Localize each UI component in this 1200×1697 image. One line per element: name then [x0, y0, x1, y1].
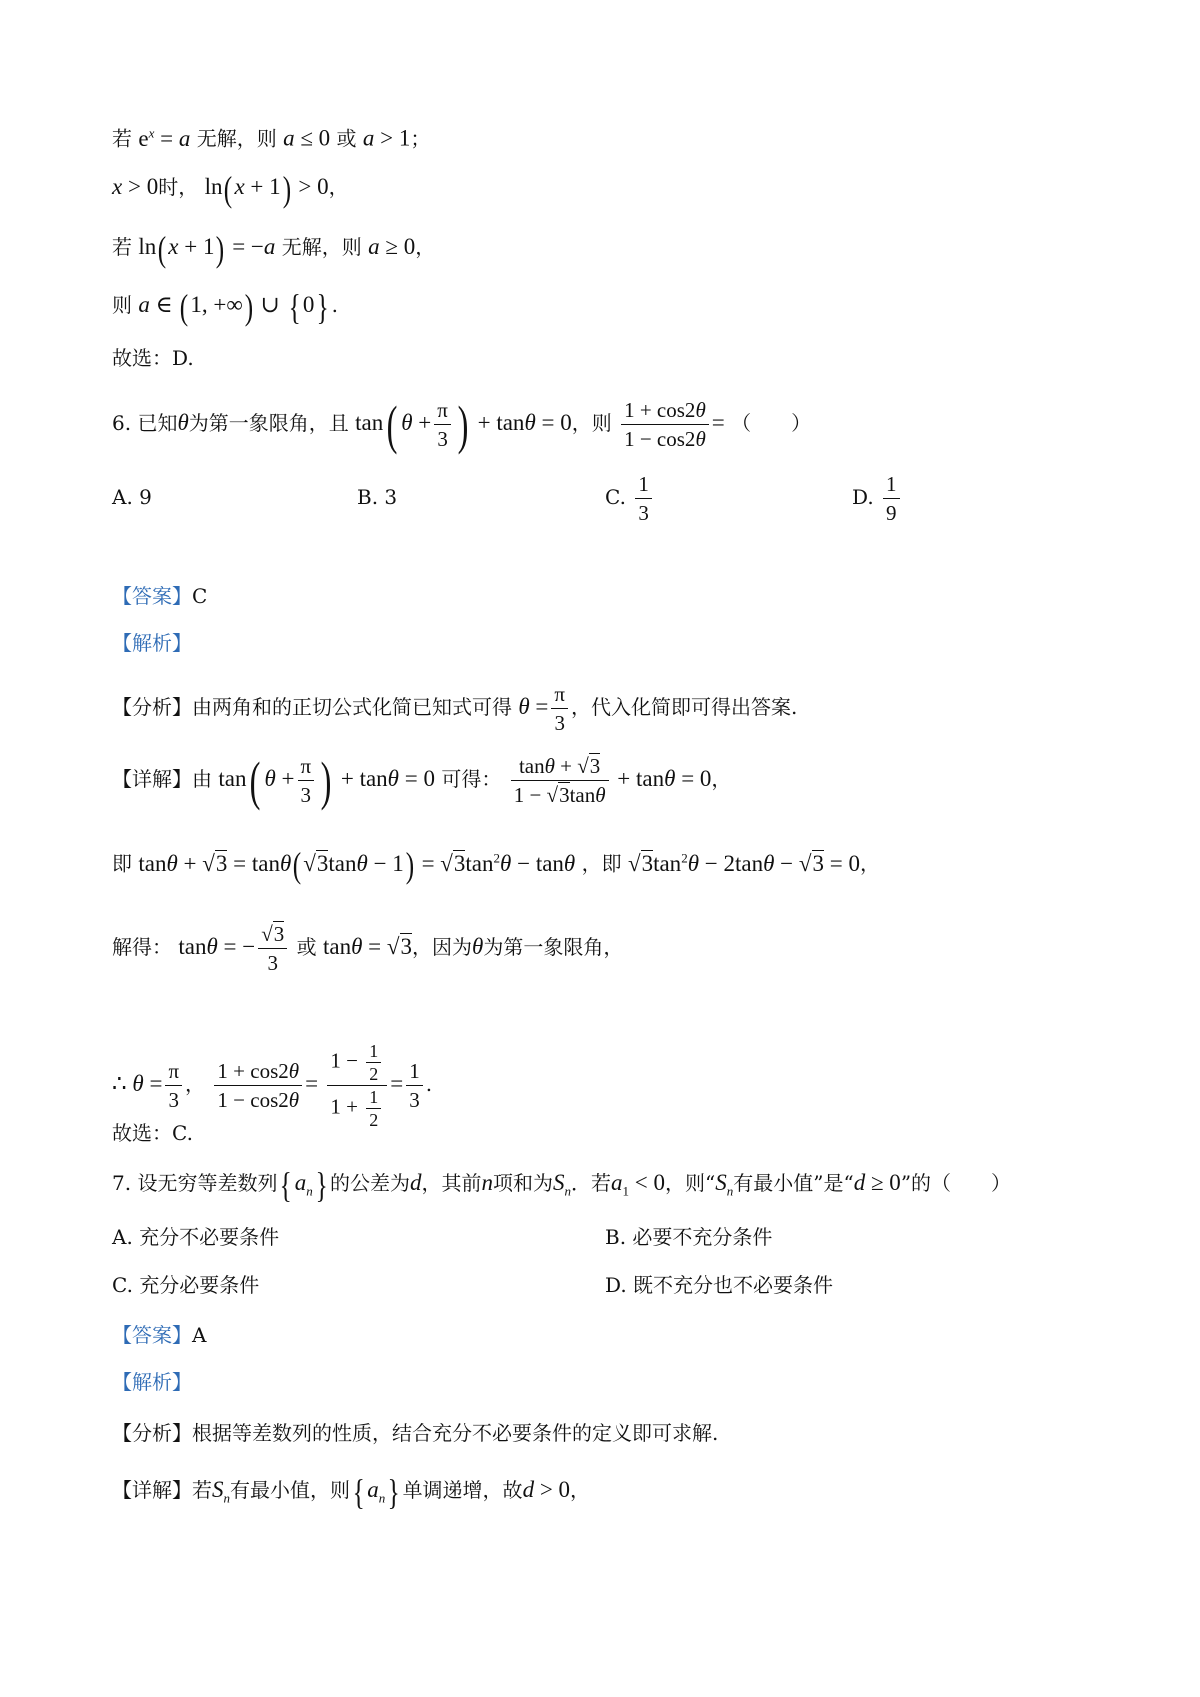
q6-xiangjie-4: ∴ θ = $\frac{\pi}{3}$ ， $\frac{1 + \cos 2\theta}{1 - \cos 2\theta}$ = 1 − $\frac{1}{2}$ 1 + $\frac{1}{2}$ = $\frac{1}{3}$ .: [112, 1041, 433, 1130]
q7-analysis-tag: 【解析】: [112, 1370, 192, 1394]
q5-line-3: 若 ln(x + 1) = −a 无解，则 a ≥ 0，: [112, 228, 436, 269]
q6-xiangjie-2: 即 $\tan\theta + √3 = \tan\theta(√3\tan\theta - 1) = √3\tan^2\theta - \tan\theta$ ，即 $√3\tan^2\theta - 2\tan\theta - √3 = 0$，: [112, 845, 880, 886]
q6-xiangjie-1: 【详解】由 tan( θ + $\frac{\pi}{3}$ ) + tanθ = 0 可得： $\frac{\tan\theta + √3}{1 - √3\tan\theta}$ + tanθ = 0，: [112, 750, 732, 811]
q6-stem: 6. 已知θ为第一象限角，且 tan( θ + $\frac{\pi}{3}$ ) + tanθ = 0，则 $\frac{1 + \cos 2\theta}{1 - \cos 2\theta}$ = （ ）: [112, 394, 812, 455]
q5-line-1: 若 $e^x = a$ 无解，则 a ≤ 0 或 a > 1；: [112, 125, 431, 151]
q6-analysis-tag: 【解析】: [112, 631, 192, 655]
q7-answer: 【答案】A: [112, 1323, 207, 1347]
q5-choice: 故选：D.: [112, 346, 194, 370]
q6-xiangjie-3: 解得： tanθ = − $\frac{√3}{3}$ 或 tanθ = √3，因为θ为第一象限角，: [112, 922, 624, 975]
q6-option-d: D. $\frac{1}{9}$: [852, 470, 903, 527]
q6-option-a: A. 9: [112, 485, 152, 509]
q7-option-b: B. 必要不充分条件: [605, 1225, 773, 1249]
q7-stem: 7. 设无穷等差数列{ $a_n$} 的公差为d，其前n项和为$S_n$．若$a_1 < 0$，则“$S_n$有最小值”是“d ≥ 0”的（ ）: [112, 1164, 1012, 1205]
q7-xiangjie: 【详解】若$S_n$有最小值，则{ $a_n$} 单调递增，故d > 0，: [112, 1471, 591, 1512]
q6-fenxi: 【分析】由两角和的正切公式化简已知式可得 θ = $\frac{\pi}{3}$ ，代入化简即可得出答案.: [112, 682, 798, 735]
q7-fenxi: 【分析】根据等差数列的性质，结合充分不必要条件的定义即可求解.: [112, 1421, 719, 1445]
q7-option-a: A. 充分不必要条件: [112, 1225, 280, 1249]
q7-option-c: C. 充分必要条件: [112, 1273, 260, 1297]
q7-option-d: D. 既不充分也不必要条件: [605, 1273, 834, 1297]
q6-option-c: C. $\frac{1}{3}$: [605, 470, 655, 527]
q6-option-b: B. 3: [357, 485, 398, 509]
q5-line-4: 则 a ∈ (1, +∞) ∪ { 0} .: [112, 286, 338, 327]
q6-choice: 故选：C.: [112, 1121, 193, 1145]
q5-line-2: x > 0时， ln(x + 1) > 0，: [112, 168, 349, 209]
q6-answer: 【答案】C: [112, 584, 208, 608]
